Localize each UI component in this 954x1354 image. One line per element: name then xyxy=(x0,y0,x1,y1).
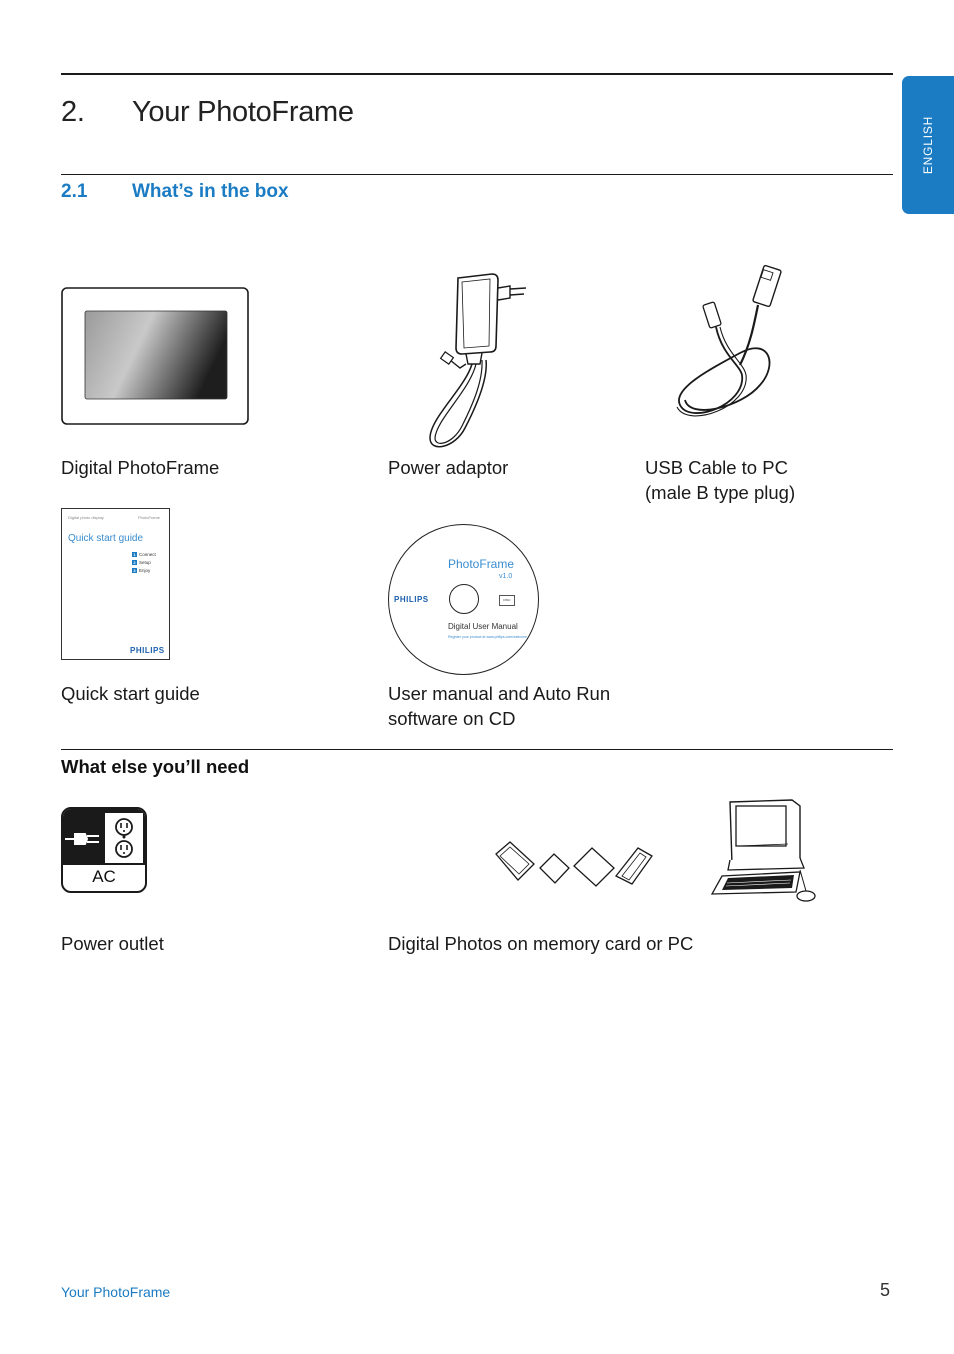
step-label: Enjoy xyxy=(139,568,151,573)
photos-caption: Digital Photos on memory card or PC xyxy=(388,933,694,954)
photoframe-illustration xyxy=(61,287,250,426)
cd-manual-label: Digital User Manual xyxy=(448,622,518,631)
booklet-brand-logo: PHILIPS xyxy=(130,646,165,655)
booklet-step xyxy=(132,560,151,565)
usb-caption-line2: (male B type plug) xyxy=(645,482,796,503)
quickstart-caption: Quick start guide xyxy=(61,683,200,704)
cd-title: PhotoFrame xyxy=(448,557,515,571)
step-number: 3 xyxy=(133,568,136,573)
section-rule xyxy=(61,174,893,175)
ac-label: AC xyxy=(92,867,116,886)
cd-caption-line1: User manual and Auto Run xyxy=(388,683,611,704)
booklet-header-left: Digital photo display xyxy=(68,515,104,520)
booklet-step xyxy=(132,552,156,557)
cd-version: v1.0 xyxy=(499,573,513,580)
section-title: What’s in the box xyxy=(132,181,289,202)
page-number: 5 xyxy=(880,1280,891,1300)
step-number: 1 xyxy=(133,552,136,557)
user-manual-cd xyxy=(388,524,539,675)
cd-hole xyxy=(449,584,479,614)
adaptor-caption: Power adaptor xyxy=(388,457,509,478)
booklet-step xyxy=(132,568,150,573)
disc-logo-icon: DISC xyxy=(499,595,515,606)
socket-icon xyxy=(105,813,143,863)
usb-caption-line1: USB Cable to PC xyxy=(645,457,788,478)
language-tab-label: ENGLISH xyxy=(921,115,935,175)
cd-caption-line2: software on CD xyxy=(388,708,516,729)
booklet-header-right: PhotoFrame xyxy=(138,515,161,520)
ac-outlet-icon xyxy=(61,807,147,893)
step-label: Setup xyxy=(139,560,151,565)
language-tab xyxy=(902,76,954,214)
booklet-title: Quick start guide xyxy=(68,533,144,544)
photoframe-caption: Digital PhotoFrame xyxy=(61,457,220,478)
quick-start-booklet xyxy=(61,508,170,660)
footer-chapter-title: Your PhotoFrame xyxy=(61,1284,171,1300)
outlet-plate xyxy=(105,813,143,863)
need-heading: What else you’ll need xyxy=(61,756,250,777)
top-rule xyxy=(61,73,893,75)
step-number: 2 xyxy=(133,560,136,565)
chapter-title: Your PhotoFrame xyxy=(132,96,354,128)
chapter-number: 2. xyxy=(61,96,85,128)
outlet-caption: Power outlet xyxy=(61,933,164,954)
usb-cable-illustration xyxy=(670,265,785,425)
cd-register-text: Register your product at www.philips.com/welcome xyxy=(448,635,527,639)
plug-icon xyxy=(63,831,103,847)
memory-cards-illustration xyxy=(492,838,657,888)
step-label: Connect xyxy=(139,552,156,557)
section-number: 2.1 xyxy=(61,181,88,202)
need-rule xyxy=(61,749,893,750)
cd-brand-logo: PHILIPS xyxy=(394,595,429,604)
power-adaptor-illustration xyxy=(420,268,535,453)
computer-illustration xyxy=(708,798,820,904)
